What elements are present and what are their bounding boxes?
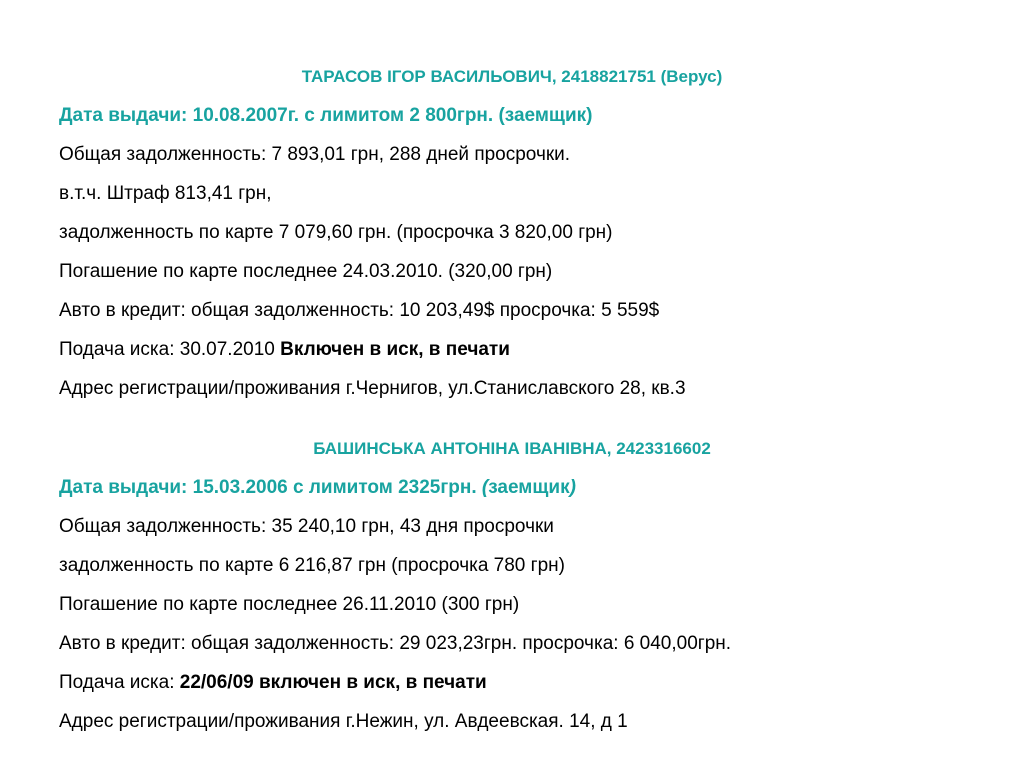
issue-date-line: [0, 468, 1024, 507]
debtor-record: [0, 57, 1024, 408]
issue-date-line: Дата выдачи: 10.08.2007г. с лимитом 2 800грн. (заемщик): [59, 105, 593, 126]
issue-date-prefix: Дата выдачи: 15.03.2006 с лимитом 2325грн.: [59, 477, 482, 498]
address-line: Адрес регистрации/проживания г.Нежин, ул. Авдеевская. 14, д 1: [59, 711, 628, 732]
card-debt-line: задолженность по карте 7 079,60 грн. (просрочка 3 820,00 грн): [59, 222, 613, 243]
debtor-title: БАШИНСЬКА АНТОНІНА ІВАНІВНА, 2423316602: [313, 439, 711, 458]
claim-line: [0, 663, 1024, 702]
last-payment-line: Погашение по карте последнее 24.03.2010. (320,00 грн): [59, 261, 553, 282]
debtor-title: ТАРАСОВ ІГОР ВАСИЛЬОВИЧ, 2418821751 (Верус): [301, 67, 723, 86]
issue-paren-open: (: [481, 477, 489, 498]
fine-line: в.т.ч. Штраф 813,41 грн,: [59, 183, 272, 204]
claim-label: Подача иска:: [59, 672, 180, 693]
address-line: Адрес регистрации/проживания г.Чернигов, ул.Станиславского 28, кв.3: [59, 378, 686, 399]
auto-credit-line: Авто в кредит: общая задолженность: 29 023,23грн. просрочка: 6 040,00грн.: [59, 633, 732, 654]
claim-label: Подача иска: 30.07.2010: [59, 339, 281, 360]
claim-status: 22/06/09 включен в иск, в печати: [179, 672, 487, 693]
total-debt-line: Общая задолженность: 7 893,01 грн, 288 дней просрочки.: [59, 144, 571, 165]
card-debt-line: задолженность по карте 6 216,87 грн (просрочка 780 грн): [59, 555, 565, 576]
issue-borrower-word: заемщик: [488, 477, 570, 498]
debtor-record: [0, 429, 1024, 741]
last-payment-line: Погашение по карте последнее 26.11.2010 (300 грн): [59, 594, 520, 615]
auto-credit-line: Авто в кредит: общая задолженность: 10 203,49$ просрочка: 5 559$: [59, 300, 660, 321]
issue-paren-close: ): [569, 477, 576, 498]
total-debt-line: Общая задолженность: 35 240,10 грн, 43 дня просрочки: [59, 516, 554, 537]
claim-line: [0, 330, 1024, 369]
claim-status: Включен в иск, в печати: [280, 339, 510, 360]
